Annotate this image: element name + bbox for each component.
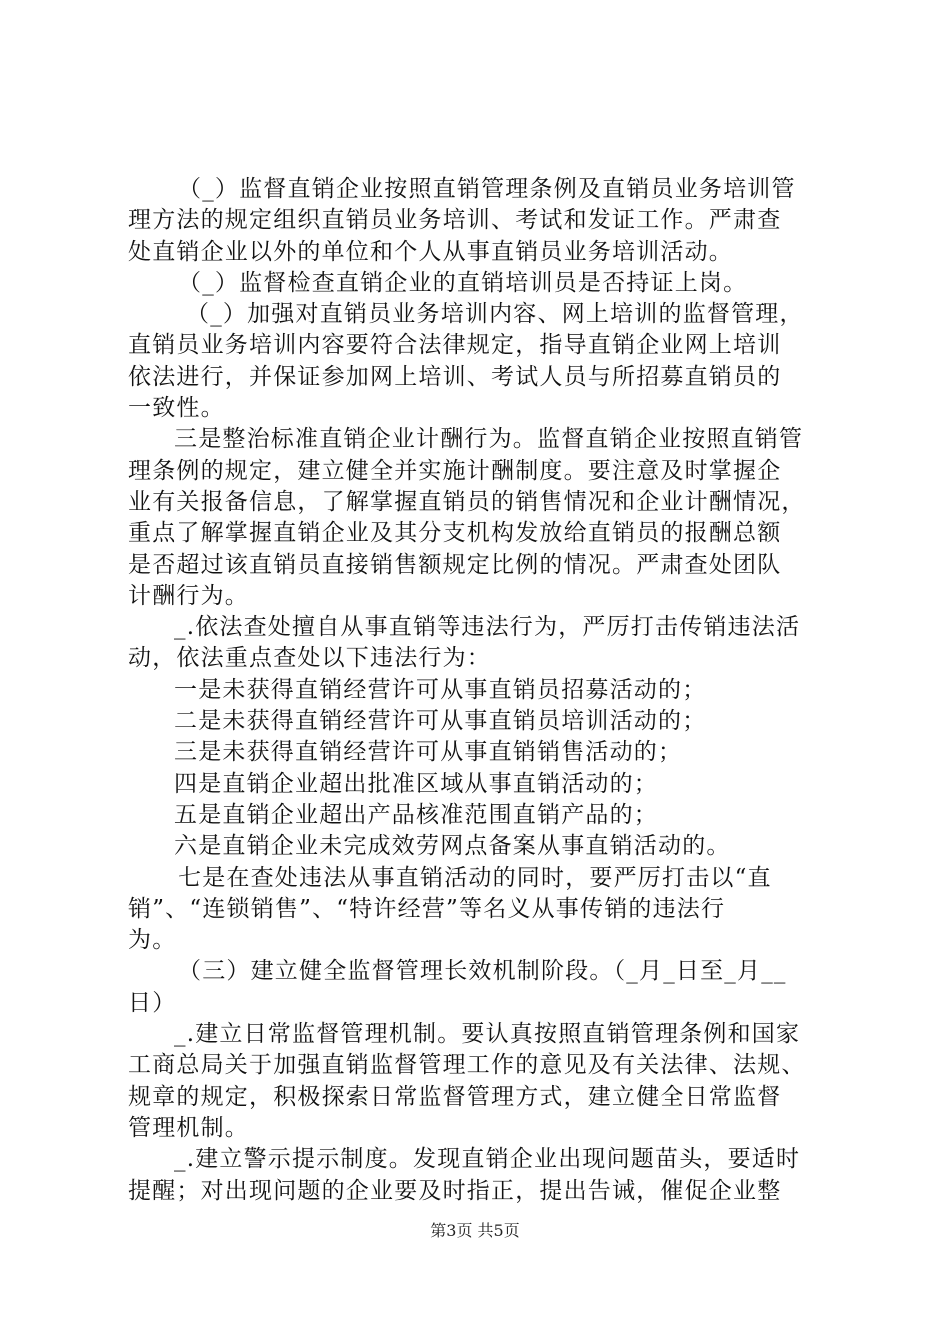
text-line: 提醒；对出现问题的企业要及时指正，提出告诫，催促企业整 [128,1177,782,1204]
text-line: 三是未获得直销经营许可从事直销销售活动的； [174,739,683,766]
text-line: 处直销企业以外的单位和个人从事直销员业务培训活动。 [128,238,733,265]
text-line: 规章的规定，积极探索日常监督管理方式，建立健全日常监督 [128,1083,782,1110]
text-line: 管理机制。 [128,1114,249,1141]
text-line: 理条例的规定，建立健全并实施计酬制度。要注意及时掌握企 [128,457,782,484]
text-line: 一致性。 [128,395,225,422]
text-line: 工商总局关于加强直销监督管理工作的意见及有关法律、法规、 [128,1052,806,1079]
text-line: 直销员业务培训内容要符合法律规定，指导直销企业网上培训 [128,332,782,359]
page-footer [0,1218,950,1241]
text-line: 日） [128,989,177,1016]
text-line: 是否超过该直销员直接销售额规定比例的情况。严肃查处团队 [128,551,782,578]
text-line: 二是未获得直销经营许可从事直销员培训活动的； [174,708,707,735]
text-line: 理方法的规定组织直销员业务培训、考试和发证工作。严肃查 [128,207,782,234]
text-line: _.建立日常监督管理机制。要认真按照直销管理条例和国家 [174,1021,801,1048]
text-line: 计酬行为。 [128,582,249,609]
text-line: （三）建立健全监督管理长效机制阶段。（_月_日至_月__ [178,958,787,985]
text-line: 动，依法重点查处以下违法行为： [128,645,491,672]
text-line: 销”、“连锁销售”、“特许经营”等名义从事传销的违法行 [128,895,726,922]
text-line: 六是直销企业未完成效劳网点备案从事直销活动的。 [174,833,731,860]
text-line: 七是在查处违法从事直销活动的同时，要严厉打击以“直 [178,864,772,891]
text-line: _.依法查处擅自从事直销等违法行为，严厉打击传销违法活 [174,614,801,641]
text-line: 为。 [128,927,177,954]
text-line: 重点了解掌握直销企业及其分支机构发放给直销员的报酬总额 [128,520,782,547]
text-line: （_）加强对直销员业务培训内容、网上培训的监督管理， [186,301,804,328]
text-line: 一是未获得直销经营许可从事直销员招募活动的； [174,676,707,703]
text-line: （_）监督直销企业按照直销管理条例及直销员业务培训管 [178,176,796,202]
text-line: 依法进行，并保证参加网上培训、考试人员与所招募直销员的 [128,363,782,390]
text-line: 五是直销企业超出产品核准范围直销产品的； [174,801,658,828]
text-line: 四是直销企业超出批准区域从事直销活动的； [174,770,658,797]
document-body [128,174,838,1207]
text-line: _.建立警示提示制度。发现直销企业出现问题苗头，要适时 [174,1146,801,1173]
text-line: 三是整治标准直销企业计酬行为。监督直销企业按照直销管 [174,426,804,453]
text-line: 业有关报备信息，了解掌握直销员的销售情况和企业计酬情况， [128,488,806,515]
text-line: （_）监督检查直销企业的直销培训员是否持证上岗。 [178,269,748,296]
page-number-label: 第3页 共5页 [430,1221,520,1240]
